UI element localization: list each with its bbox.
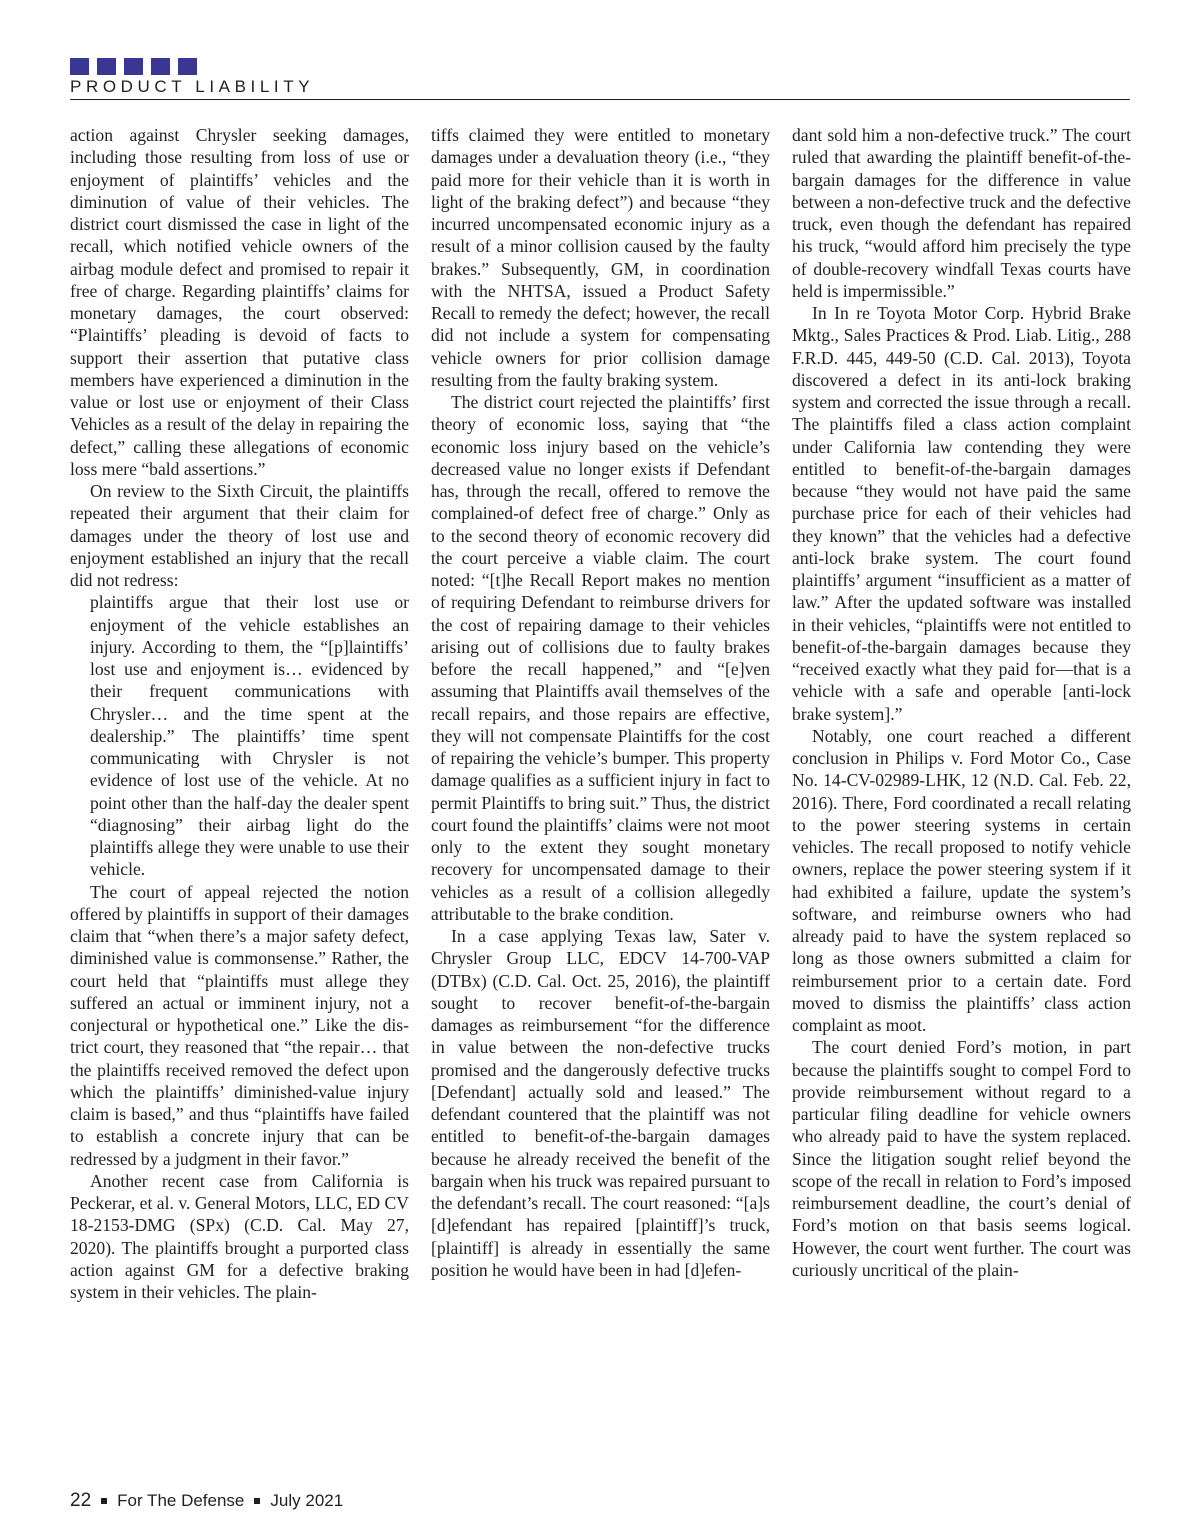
paragraph: tiffs claimed they were entitled to monetary damages under a devaluation theory (i.e., “they paid more for their vehicle than it is worth in light of the braking defect”) and because “they incurred uncompensated economic injury as a result of a minor collision caused by the faulty brakes.” Subsequently, GM, in coordination with the NHTSA, issued a Product Safety Recall to remedy the defect; however, the recall did not include a system for compensating vehicle owners for prior collision damage resulting from the faulty braking system. xyxy=(431,125,770,390)
paragraph: In a case applying Texas law, Sater v. Chrysler Group LLC, EDCV 14-700-VAP (DTBx) (C.D. Cal. Oct. 25, 2016), the plaintiff sought to recover benefit-of-the-bargain damages as reimbursement “for the difference in value between the non-defective trucks promised and the dangerously defective trucks [Defendant] actually sold and leased.” The defendant countered that the plaintiff was not entitled to benefit-of-the-bargain damages because he already received the benefit of the bargain when his truck was repaired pursuant to the defendant’s recall. The court reasoned: “[a]s [d]efendant has repaired [plaintiff]’s truck, [plaintiff] is already in essentially the same position he would have been in had [d]efen- xyxy=(431,926,770,1280)
paragraph: action against Chrysler seeking damages, including those resulting from loss of use or enjoyment of plaintiffs’ vehicles and the diminution of value of their vehicles. The district court dismissed the case in light of the recall, which notified vehicle owners of the airbag module defect and promised to repair it free of charge. Regarding plaintiffs’ claims for monetary damages, the court observed: “Plaintiffs’ pleading is devoid of facts to support their assertion that putative class members have experienced a diminution in the value or lost use or enjoyment of their Class Vehicles as a result of the delay in repairing the defect,” calling these allegations of economic loss mere “bald assertions.” xyxy=(70,125,409,479)
publication-name: For The Defense xyxy=(117,1491,245,1510)
header-square xyxy=(70,58,89,75)
header-square xyxy=(151,58,170,75)
paragraph: In In re Toyota Motor Corp. Hybrid Brake Mktg., Sales Practices & Prod. Liab. Litig., 288 F.R.D. 445, 449-50 (C.D. Cal. 2013), Toyota discovered a defect in its anti-lock braking system and corrected the issue through a recall. The plaintiffs filed a class action complaint under California law contending they were entitled to benefit-of-the-bargain damages because “they would not have paid the same purchase price for each of their vehicles had they known” that the vehicles had a defective anti-lock brake system. The court found plaintiffs’ argument “insufficient as a matter of law.” After the updated software was installed in their vehicles, “plaintiffs were not entitled to benefit-of-the-bargain damages because they “received exactly what they paid for—that is a vehicle with a safe and operable [anti-lock brake system].” xyxy=(792,303,1131,724)
header-squares-decoration xyxy=(70,58,197,75)
paragraph: The district court rejected the plaintiffs’ first theory of economic loss, saying that “the economic loss injury based on the vehicle’s decreased value no longer exists if Defendant has, through the recall, offered to remove the complained-of defect free of charge.” Only as to the second theory of economic recovery did the court perceive a viable claim. The court noted: “[t]he Recall Report makes no mention of requiring Defendant to reimburse drivers for the cost of repairing damage to their vehicles arising out of collisions due to faulty brakes before the recall happened,” and “[e]ven assuming that Plaintiffs avail themselves of the recall repairs, and those repairs are effective, they will not compensate Plaintiffs for the cost of repairing the vehicle’s bumper. This property damage qualifies as a sufficient injury in fact to permit Plaintiffs to bring suit.” Thus, the district court found the plaintiffs’ claims were not moot only to the extent they sought monetary recovery for uncompensated damage to their vehicles as a result of a collision allegedly attributable to the brake condition. xyxy=(431,392,770,924)
paragraph: Another recent case from California is Peckerar, et al. v. General Motors, LLC, ED CV 18-2153-DMG (SPx) (C.D. Cal. May 27, 2020). The plaintiffs brought a purported class action against GM for a defective braking system in their vehicles. The plain- xyxy=(70,1170,409,1302)
header-rule xyxy=(70,99,1130,100)
page-number: 22 xyxy=(70,1490,92,1511)
issue-date: July 2021 xyxy=(270,1491,344,1510)
paragraph: On review to the Sixth Circuit, the plaintiffs repeated their argument that their claim for damages under the theory of lost use and enjoyment established an injury that the recall did not redress: xyxy=(70,481,409,590)
text-column-1 xyxy=(70,124,409,1303)
paragraph: The court denied Ford’s motion, in part because the plaintiffs sought to compel Ford to provide reimbursement without regard to a particular filing deadline for vehicle owners who already paid to have the system replaced. Since the litigation sought relief beyond the scope of the recall in relation to Ford’s imposed reimbursement deadline, the court’s denial of Ford’s motion on that basis seems logical. However, the court went further. The court was curiously uncritical of the plain- xyxy=(792,1037,1131,1280)
paragraph: dant sold him a non-defective truck.” The court ruled that awarding the plaintiff benefit-of-the-bargain damages for the difference in value between a non-defective truck and the defective truck, even though the defendant has repaired his truck, “would afford him precisely the type of double-recovery windfall Texas courts have held is impermissible.” xyxy=(792,125,1131,301)
header-square xyxy=(178,58,197,75)
text-column-2 xyxy=(431,124,770,1281)
text-column-3 xyxy=(792,124,1131,1281)
paragraph: Notably, one court reached a different conclusion in Philips v. Ford Motor Co., Case No. 14-CV-02989-LHK, 12 (N.D. Cal. Feb. 22, 2016). There, Ford coordinated a recall relating to the power steering systems in certain vehicles. The recall proposed to notify vehicle owners, replace the power steering system if it had exhibited a failure, update the system’s software, and reimburse owners who had already paid to have the system replaced so long as those owners submitted a claim for reimbursement prior to a certain date. Ford moved to dismiss the plaintiffs’ class action complaint as moot. xyxy=(792,725,1131,1035)
header-square xyxy=(124,58,143,75)
paragraph: The court of appeal rejected the notion offered by plaintiffs in support of their damages claim that “when there’s a major safety defect, diminished value is commonsense.” Rather, the court held that “plaintiffs must allege they suffered an actual or imminent injury, not a conjectural or hypothetical one.” Like the district court, they reasoned that “the repair… that the plaintiffs received removed the defect upon which the plaintiffs’ diminished-value injury claim is based,” and thus “plaintiffs have failed to establish a concrete injury that can be redressed by a judgment in their favor.” xyxy=(70,881,409,1169)
page-footer xyxy=(70,1490,343,1512)
block-quote: plaintiffs argue that their lost use or enjoyment of the vehicle establishes an injury. According to them, the “[p]laintiffs’ lost use and enjoyment is… evidenced by their frequent communications with Chrysler… and the time spent at the dealership.” The plaintiffs’ time spent communicating with Chrysler is not evidence of lost use of the vehicle. At no point other than the half-day the dealer spent “diagnosing” their airbag light do the plaintiffs allege they were unable to use their vehicle. xyxy=(90,592,409,880)
header-square xyxy=(97,58,116,75)
bullet-separator xyxy=(254,1498,260,1504)
bullet-separator xyxy=(101,1498,107,1504)
section-label: PRODUCT LIABILITY xyxy=(70,77,315,96)
